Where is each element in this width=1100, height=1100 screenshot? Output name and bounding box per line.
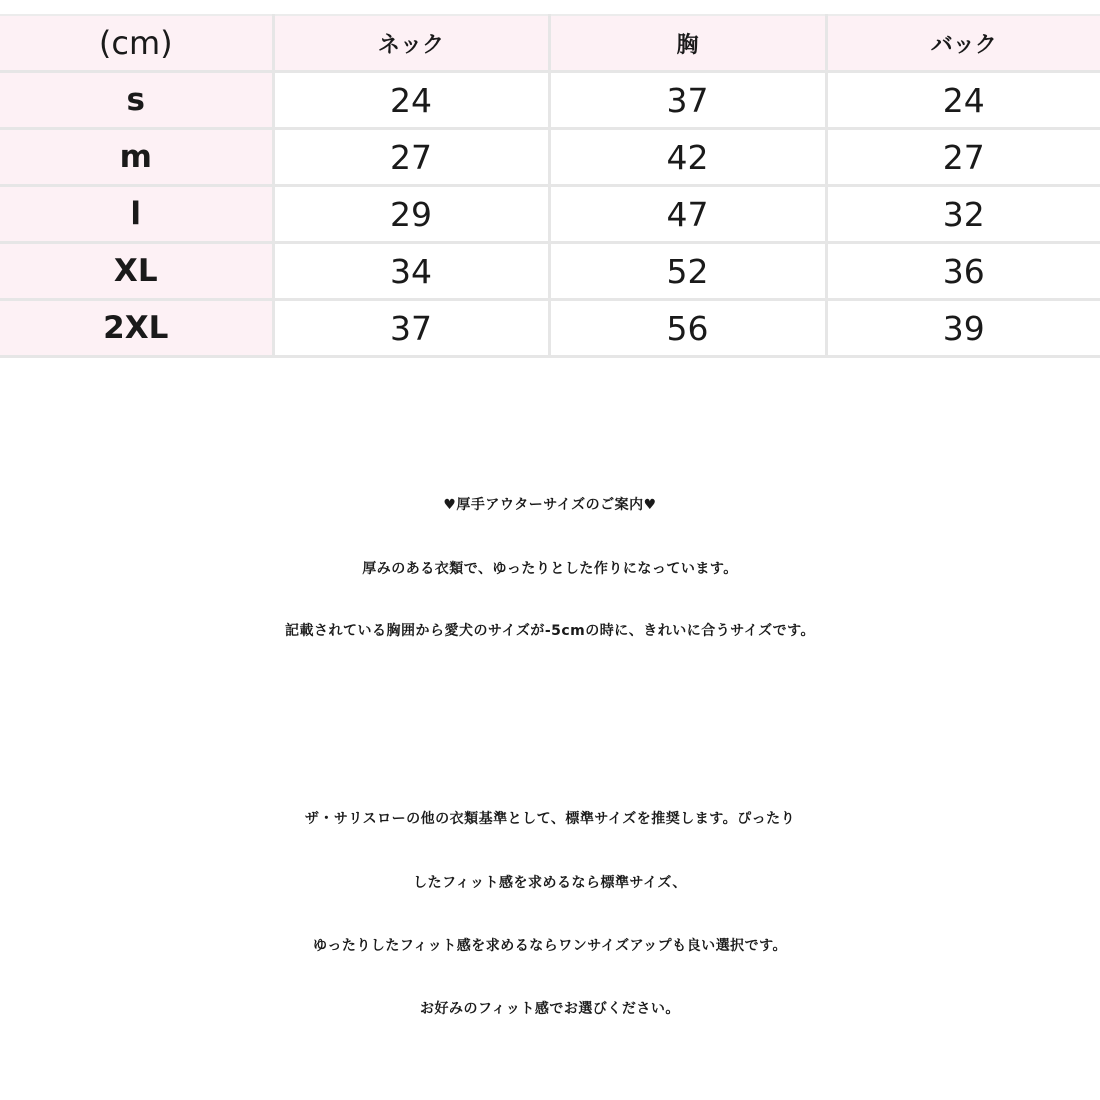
chest-value: 47 <box>549 186 826 243</box>
note-line: 記載されている胸囲から愛犬のサイズが-5cmの時に、きれいに合うサイズです。 <box>284 623 816 639</box>
table-row <box>0 129 1100 186</box>
table-row <box>0 243 1100 300</box>
back-value: 32 <box>826 186 1100 243</box>
column-header-neck: ネック <box>273 15 549 72</box>
size-label: 2XL <box>0 300 273 357</box>
note-line: お好みのフィット感でお選びください。 <box>420 1001 680 1017</box>
note-line: ザ・サリスローの他の衣類基準として、標準サイズを推奨します。ぴったり <box>304 811 796 827</box>
note-line: ゆったりしたフィット感を求めるならワンサイズアップも良い選択です。 <box>312 938 788 954</box>
chest-value: 56 <box>549 300 826 357</box>
chest-value: 52 <box>549 243 826 300</box>
note-line: 厚みのある衣類で、ゆったりとした作りになっています。 <box>362 561 738 577</box>
neck-value: 29 <box>273 186 549 243</box>
back-value: 24 <box>826 72 1100 129</box>
column-header-back: バック <box>826 15 1100 72</box>
chest-value: 42 <box>549 129 826 186</box>
column-header-chest: 胸 <box>549 15 826 72</box>
back-value: 27 <box>826 129 1100 186</box>
size-guide-heading: ♥厚手アウターサイズのご案内♥ <box>443 497 657 513</box>
table-row <box>0 300 1100 357</box>
neck-value: 24 <box>273 72 549 129</box>
back-value: 39 <box>826 300 1100 357</box>
table-row <box>0 72 1100 129</box>
back-value: 36 <box>826 243 1100 300</box>
chest-value: 37 <box>549 72 826 129</box>
size-label: m <box>0 129 273 186</box>
neck-value: 34 <box>273 243 549 300</box>
neck-value: 27 <box>273 129 549 186</box>
size-label: s <box>0 72 273 129</box>
neck-value: 37 <box>273 300 549 357</box>
unit-header: (cm) <box>0 15 273 72</box>
note-line: したフィット感を求めるなら標準サイズ、 <box>413 875 687 891</box>
size-chart-table <box>0 14 1100 358</box>
size-label: l <box>0 186 273 243</box>
table-header-row <box>0 15 1100 72</box>
table-row <box>0 186 1100 243</box>
size-label: XL <box>0 243 273 300</box>
